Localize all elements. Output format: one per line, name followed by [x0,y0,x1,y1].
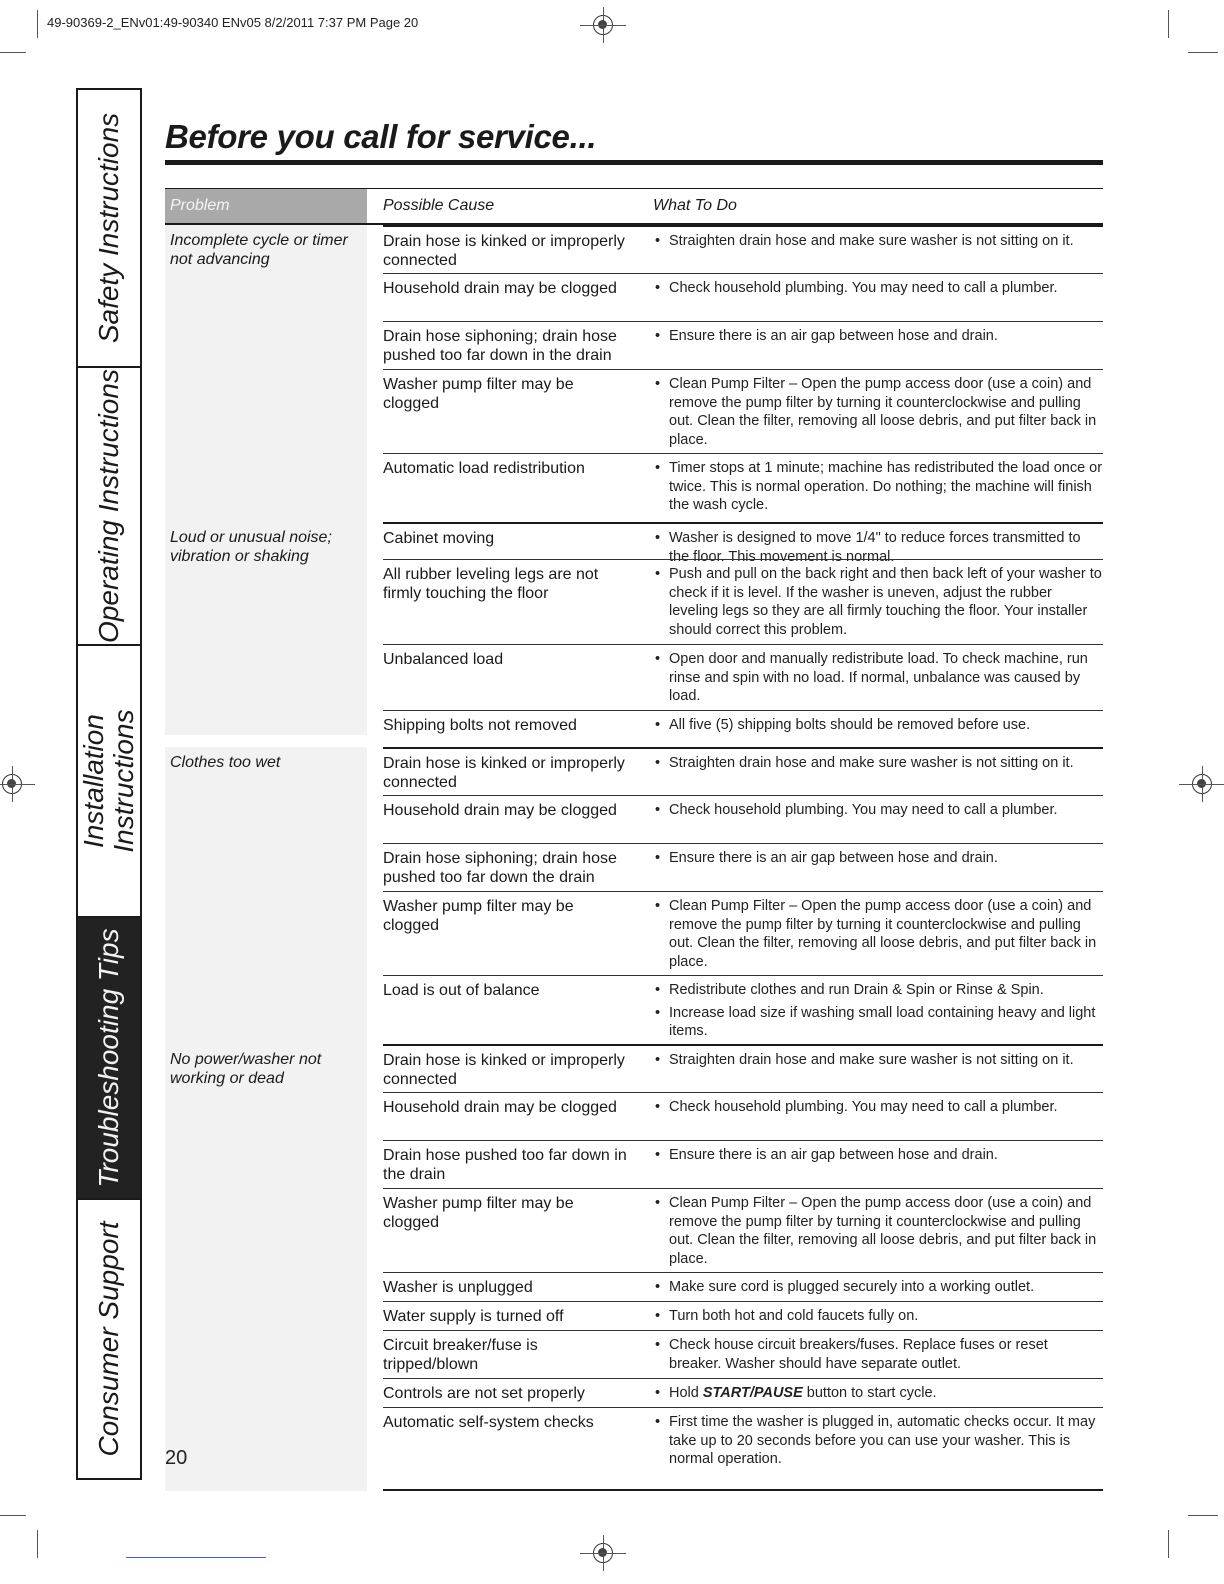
table-row [383,747,1103,795]
what-to-do [655,754,1103,777]
what-to-do-item: • Straighten drain hose and make sure washer is not sitting on it. [655,1051,1103,1070]
table-row [383,1330,1103,1378]
problem-text: No power/washer not working or dead [170,1051,322,1087]
table-row [383,273,1103,321]
what-to-do-item: • Push and pull on the back right and then back left of your washer to check if it is level. If the washer is uneven, adjust the rubber leveling legs so they are all firmly touching the floor. Your installer should correct this problem. [655,565,1103,639]
table-row [383,891,1103,975]
what-to-do-item: • Increase load size if washing small load containing heavy and light items. [655,1004,1103,1041]
crop-mark [0,1515,26,1516]
possible-cause: Automatic self-system checks [383,1414,594,1431]
what-to-do [655,1336,1103,1377]
section-tab-rail [76,88,142,1480]
header-problem: Problem [165,189,367,223]
crop-mark [1168,10,1169,38]
possible-cause: Drain hose pushed too far down in the drain [383,1147,627,1183]
possible-cause: Controls are not set properly [383,1385,585,1402]
table-row [383,1188,1103,1272]
what-to-do-item: • Check household plumbing. You may need to call a plumber. [655,279,1103,298]
problem-cell [165,225,367,522]
tab-label: Operating Instructions [93,369,124,643]
what-to-do-item: • First time the washer is plugged in, automatic checks occur. It may take up to 20 seconds before you can use your washer. This is normal operation. [655,1413,1103,1469]
table-row [383,1272,1103,1301]
table-row [383,522,1103,565]
what-to-do-item: • Timer stops at 1 minute; machine has redistributed the load once or twice. This is normal operation. Do nothing; the machine will finish the wash cycle. [655,459,1103,515]
crop-mark [1188,1515,1218,1516]
tab-troubleshooting-tips[interactable] [78,918,140,1200]
table-row [383,1407,1103,1491]
problem-text: Clothes too wet [170,754,281,771]
tab-label: Safety Instructions [93,112,124,344]
possible-cause: Load is out of balance [383,982,540,999]
possible-cause: Drain hose siphoning; drain hose pushed too far down the drain [383,850,617,886]
what-to-do [655,801,1103,824]
possible-cause: Washer pump filter may be clogged [383,898,574,934]
what-to-do-item: • Check household plumbing. You may need to call a plumber. [655,801,1103,820]
what-to-do-item: • Washer is designed to move 1/4" to reduce forces transmitted to the floor. This movement is normal. [655,529,1103,566]
header-possible-cause: Possible Cause [383,197,495,214]
table-row [383,1301,1103,1330]
what-to-do-item: • Clean Pump Filter – Open the pump access door (use a coin) and remove the pump filter by turning it counterclockwise and pulling out. Clean the filter, removing all loose debris, and put filter back in place. [655,375,1103,449]
possible-cause: Drain hose is kinked or improperly connected [383,1052,625,1088]
title-rule [165,160,1103,165]
what-to-do-item: • Clean Pump Filter – Open the pump access door (use a coin) and remove the pump filter by turning it counterclockwise and pulling out. Clean the filter, removing all loose debris, and put filter back in place. [655,1194,1103,1268]
table-row [383,644,1103,710]
what-to-do-item: • Clean Pump Filter – Open the pump access door (use a coin) and remove the pump filter by turning it counterclockwise and pulling out. Clean the filter, removing all loose debris, and put filter back in place. [655,897,1103,971]
table-row [383,321,1103,369]
problem-cell [165,1044,367,1491]
tab-label: Consumer Support [93,1221,124,1457]
crop-mark [1188,52,1218,53]
registration-mark-icon [593,15,613,35]
possible-cause: Washer is unplugged [383,1279,533,1296]
registration-mark-icon [2,774,22,794]
possible-cause: Drain hose siphoning; drain hose pushed too far down in the drain [383,328,617,364]
possible-cause: Drain hose is kinked or improperly connected [383,233,625,269]
table-row [383,225,1103,273]
problem-group [165,522,1103,735]
possible-cause: Household drain may be clogged [383,1099,617,1116]
what-to-do [655,279,1103,302]
what-to-do-item: • Straighten drain hose and make sure washer is not sitting on it. [655,232,1103,251]
possible-cause: Unbalanced load [383,651,504,668]
what-to-do [655,897,1103,975]
possible-cause: Cabinet moving [383,530,495,547]
possible-cause: All rubber leveling legs are not firmly touching the floor [383,566,599,602]
what-to-do [655,981,1103,1045]
what-to-do [655,1307,1103,1330]
possible-cause: Household drain may be clogged [383,280,617,297]
what-to-do [655,459,1103,519]
crop-mark [1168,1530,1169,1558]
table-row [383,369,1103,453]
problem-cell [165,522,367,735]
table-row [383,1092,1103,1140]
possible-cause: Household drain may be clogged [383,802,617,819]
what-to-do-item: • Open door and manually redistribute load. To check machine, run rinse and spin with no load. If normal, unbalance was caused by load. [655,650,1103,706]
table-row [383,795,1103,843]
page-number: 20 [165,1447,188,1469]
troubleshooting-table [165,188,1103,1467]
what-to-do-item: • Turn both hot and cold faucets fully on. [655,1307,1103,1326]
table-row [383,453,1103,522]
problem-text: Loud or unusual noise; vibration or shaking [170,529,332,565]
tab-label: Installation Instructions [78,709,139,853]
what-to-do-item: • Ensure there is an air gap between hose and drain. [655,1146,1103,1165]
table-row [383,843,1103,891]
table-row [383,1140,1103,1188]
possible-cause: Water supply is turned off [383,1308,564,1325]
possible-cause: Shipping bolts not removed [383,717,577,734]
what-to-do [655,1278,1103,1301]
table-row [383,1044,1103,1092]
page-title: Before you call for service... [165,118,597,155]
table-header [165,188,1103,225]
what-to-do-item: • Hold START/PAUSE button to start cycle. [655,1384,1103,1403]
what-to-do-item: • Check household plumbing. You may need to call a plumber. [655,1098,1103,1117]
tab-label: Troubleshooting Tips [93,928,124,1188]
what-to-do [655,1384,1103,1407]
what-to-do [655,1098,1103,1121]
what-to-do [655,1194,1103,1272]
table-row [383,710,1103,735]
what-to-do-item: • All five (5) shipping bolts should be removed before use. [655,716,1103,735]
tab-safety-instructions[interactable] [78,90,140,368]
possible-cause: Circuit breaker/fuse is tripped/blown [383,1337,538,1373]
crop-mark [37,10,38,38]
what-to-do-item: • Redistribute clothes and run Drain & Spin or Rinse & Spin. [655,981,1103,1000]
what-to-do [655,1051,1103,1074]
possible-cause: Washer pump filter may be clogged [383,1195,574,1231]
problem-group [165,1044,1103,1491]
tab-consumer-support[interactable] [78,1200,140,1478]
crop-mark [37,1530,38,1558]
what-to-do-item: • Check house circuit breakers/fuses. Replace fuses or reset breaker. Washer should have separate outlet. [655,1336,1103,1373]
registration-mark-icon [1192,774,1212,794]
crop-mark [0,52,26,53]
what-to-do-item: • Make sure cord is plugged securely into a working outlet. [655,1278,1103,1297]
print-header: 49-90369-2_ENv01:49-90340 ENv05 8/2/2011 7:37 PM Page 20 [47,15,419,30]
what-to-do [655,650,1103,710]
possible-cause: Washer pump filter may be clogged [383,376,574,412]
table-row [383,975,1103,1044]
possible-cause: Automatic load redistribution [383,460,585,477]
header-what-to-do: What To Do [653,197,737,214]
what-to-do [655,327,1103,350]
what-to-do-item: • Ensure there is an air gap between hose and drain. [655,327,1103,346]
registration-mark-icon [593,1543,613,1563]
footer-rule [126,1557,266,1558]
problem-group [165,747,1103,1044]
what-to-do [655,849,1103,872]
tab-installation-instructions[interactable] [78,646,140,918]
problem-cell [165,747,367,1044]
what-to-do [655,716,1103,739]
tab-operating-instructions[interactable] [78,368,140,646]
what-to-do [655,565,1103,643]
possible-cause: Drain hose is kinked or improperly connected [383,755,625,791]
what-to-do [655,375,1103,453]
what-to-do [655,1146,1103,1169]
what-to-do [655,1413,1103,1473]
what-to-do-item: • Ensure there is an air gap between hose and drain. [655,849,1103,868]
problem-text: Incomplete cycle or timer not advancing [170,232,348,268]
problem-group [165,225,1103,522]
what-to-do-item: • Straighten drain hose and make sure washer is not sitting on it. [655,754,1103,773]
what-to-do [655,232,1103,255]
table-row [383,559,1103,644]
table-row [383,1378,1103,1407]
